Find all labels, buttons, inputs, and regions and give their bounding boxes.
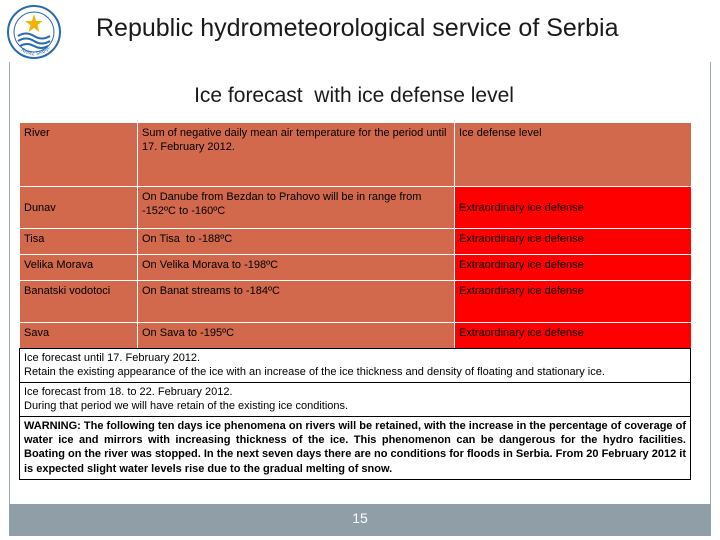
defense-level-cell: Extraordinary ice defense — [455, 323, 692, 349]
temperature-sum-cell: On Banat streams to -184ºC — [138, 281, 455, 323]
forecast-note-title: Ice forecast until 17. February 2012. — [24, 352, 201, 364]
river-cell: Velika Morava — [20, 255, 138, 281]
defense-level-cell: Extraordinary ice defense — [455, 229, 692, 255]
forecast-note-title: Ice forecast from 18. to 22. February 2012. — [24, 386, 233, 398]
temperature-sum-cell: On Danube from Bezdan to Prahovo will be in range from -152ºC to -160ºC — [138, 187, 455, 229]
forecast-note-body: During that period we will have retain of the existing ice conditions. — [24, 400, 349, 412]
river-cell: Tisa — [20, 229, 138, 255]
table-row — [20, 255, 692, 281]
temperature-sum-cell: On Tisa to -188ºC — [138, 229, 455, 255]
table-row — [20, 229, 692, 255]
defense-level-cell: Extraordinary ice defense — [455, 187, 692, 229]
rhmz-logo-icon — [6, 4, 62, 60]
slide-frame-left — [9, 62, 10, 512]
river-cell: Sava — [20, 323, 138, 349]
table-row — [20, 281, 692, 323]
header-defense-level: Ice defense level — [455, 123, 692, 187]
temperature-sum-cell: On Sava to -195ºC — [138, 323, 455, 349]
forecast-note-until-17-feb — [19, 348, 691, 383]
page-subtitle: Ice forecast with ice defense level — [194, 84, 514, 107]
forecast-notes — [19, 348, 691, 480]
header-river: River — [20, 123, 138, 187]
table-row — [20, 323, 692, 349]
svg-text:RHMZ SRBIJE: RHMZ SRBIJE — [19, 44, 52, 58]
header-temperature-sum: Sum of negative daily mean air temperature for the period until 17. February 2012. — [138, 123, 455, 187]
defense-level-cell: Extraordinary ice defense — [455, 281, 692, 323]
table-header-row — [20, 123, 692, 187]
river-cell: Dunav — [20, 187, 138, 229]
forecast-note-18-22-feb — [19, 383, 691, 417]
warning-note — [19, 417, 691, 480]
forecast-note-body: Retain the existing appearance of the ice with an increase of the ice thickness and density of floating and stationary ice. — [24, 366, 605, 378]
defense-level-cell: Extraordinary ice defense — [455, 255, 692, 281]
temperature-sum-cell: On Velika Morava to -198ºC — [138, 255, 455, 281]
river-cell: Banatski vodotoci — [20, 281, 138, 323]
table-row — [20, 187, 692, 229]
footer-bar — [9, 504, 711, 536]
ice-forecast-table — [19, 122, 692, 349]
page-number: 15 — [352, 510, 368, 526]
page-title: Republic hydrometeorological service of Serbia — [96, 14, 619, 42]
slide-frame-right — [710, 62, 711, 512]
warning-text: WARNING: The following ten days ice phenomena on rivers will be retained, with the increase in the percentage of coverage of water ice and mirrors with increasing thickness of the ice. This phenomenon can be dangerous for the hydro facilities. Boating on the river was stopped. In the next seven days there are no conditions for floods in Serbia. From 20 February 2012 it is expected slight water levels rise due to the gradual melting of snow. — [24, 420, 686, 475]
